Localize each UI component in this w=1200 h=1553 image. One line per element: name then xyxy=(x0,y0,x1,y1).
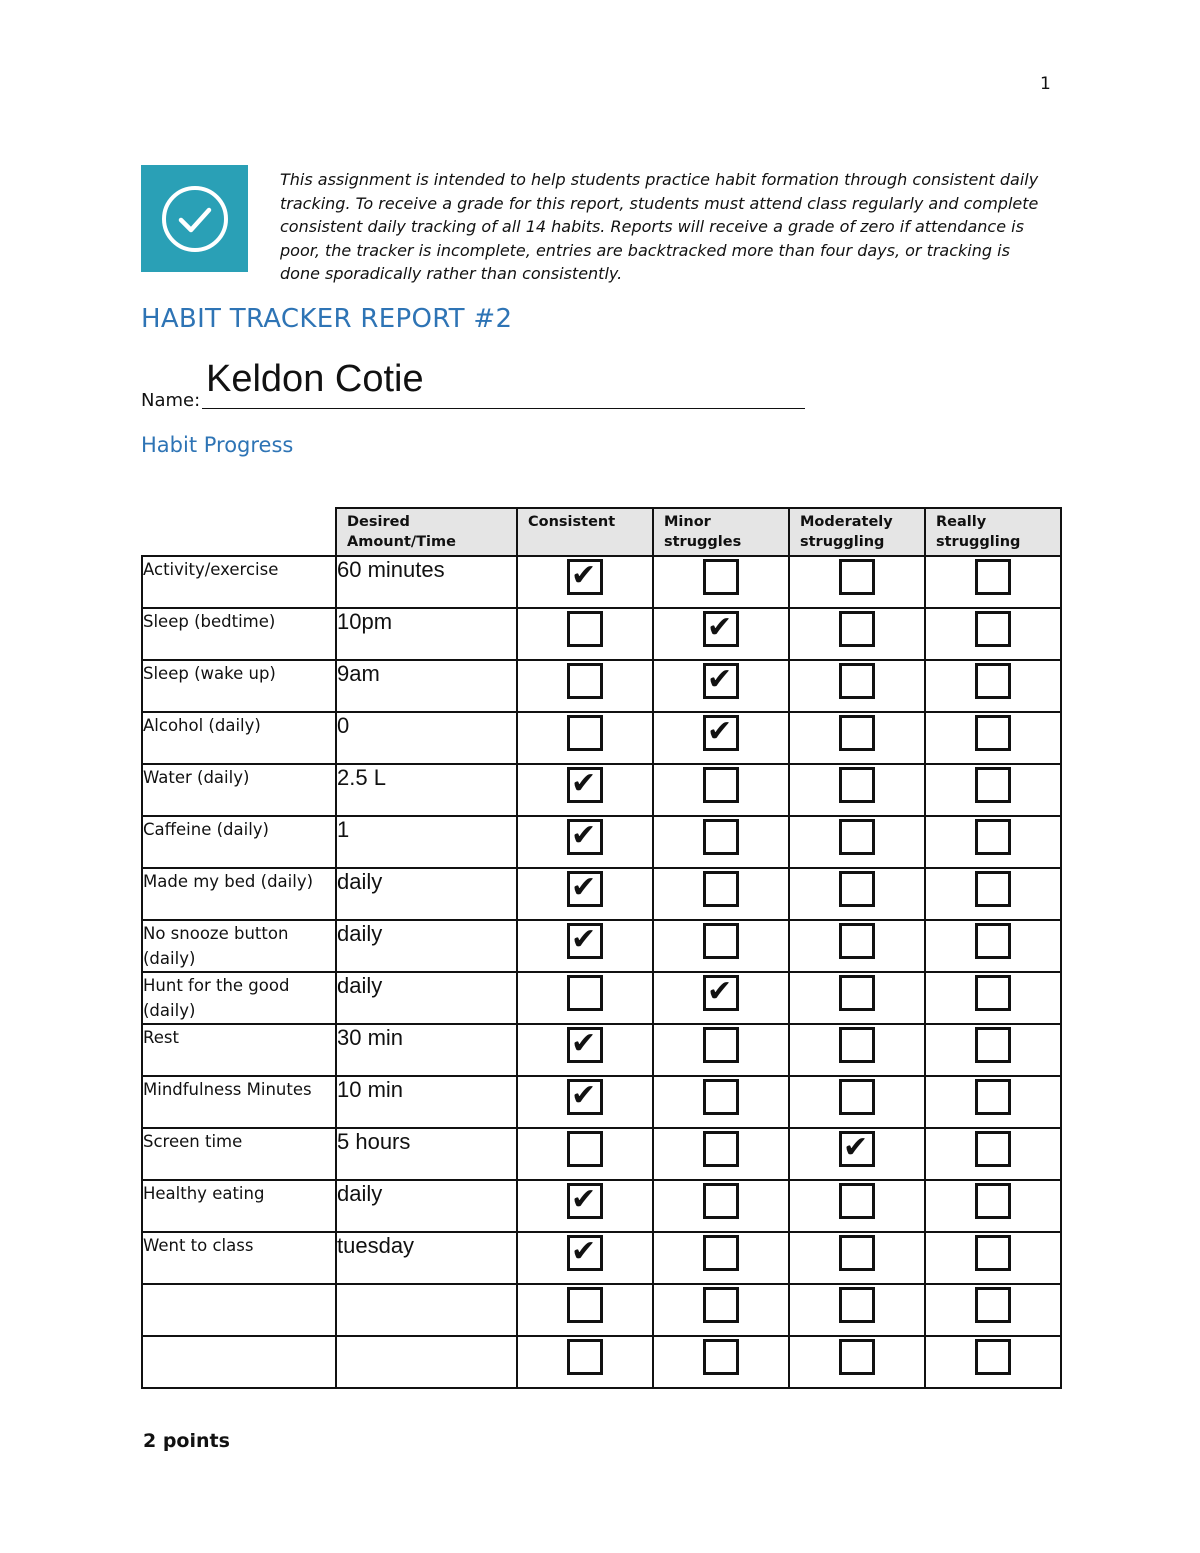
habit-name-cell xyxy=(142,1284,336,1336)
status-cell-minor-struggles xyxy=(653,608,789,660)
desired-amount-cell: 60 minutes xyxy=(336,556,517,608)
checkbox-minor-struggles[interactable] xyxy=(703,559,739,595)
status-cell-moderately-struggling xyxy=(789,1128,925,1180)
status-cell-moderately-struggling xyxy=(789,1232,925,1284)
checkbox-moderately-struggling[interactable] xyxy=(839,559,875,595)
status-cell-consistent xyxy=(517,1128,653,1180)
table-row xyxy=(142,1284,1061,1336)
checkbox-moderately-struggling[interactable] xyxy=(839,611,875,647)
status-cell-consistent xyxy=(517,816,653,868)
checkbox-moderately-struggling[interactable] xyxy=(839,819,875,855)
checkbox-minor-struggles[interactable] xyxy=(703,923,739,959)
checkbox-moderately-struggling[interactable] xyxy=(839,1079,875,1115)
check-mark-icon: ✔ xyxy=(843,1130,869,1165)
status-cell-moderately-struggling xyxy=(789,1336,925,1388)
checkbox-moderately-struggling[interactable] xyxy=(839,663,875,699)
check-mark-icon: ✔ xyxy=(571,1234,597,1269)
habit-rows xyxy=(142,556,1061,1388)
status-cell-consistent xyxy=(517,608,653,660)
checkbox-moderately-struggling[interactable] xyxy=(839,975,875,1011)
status-cell-minor-struggles xyxy=(653,1284,789,1336)
desired-amount-cell: 10 min xyxy=(336,1076,517,1128)
header-minor-struggles: Minor struggles xyxy=(653,508,789,556)
status-cell-really-struggling xyxy=(925,608,1061,660)
checkbox-moderately-struggling[interactable] xyxy=(839,871,875,907)
desired-amount-cell: 30 min xyxy=(336,1024,517,1076)
check-mark-icon: ✔ xyxy=(571,1026,597,1061)
check-mark-icon: ✔ xyxy=(571,922,597,957)
status-cell-moderately-struggling xyxy=(789,972,925,1024)
status-cell-really-struggling xyxy=(925,1024,1061,1076)
check-mark-icon: ✔ xyxy=(707,662,733,697)
checkbox-consistent[interactable] xyxy=(567,1287,603,1323)
desired-amount-cell: 2.5 L xyxy=(336,764,517,816)
status-cell-moderately-struggling xyxy=(789,764,925,816)
checkbox-moderately-struggling[interactable] xyxy=(839,1339,875,1375)
status-cell-consistent xyxy=(517,556,653,608)
checkbox-consistent[interactable] xyxy=(567,715,603,751)
status-cell-minor-struggles xyxy=(653,920,789,972)
checkbox-really-struggling[interactable] xyxy=(975,1183,1011,1219)
checkbox-really-struggling[interactable] xyxy=(975,819,1011,855)
desired-amount-cell: daily xyxy=(336,868,517,920)
checkbox-consistent[interactable] xyxy=(567,975,603,1011)
habit-name-cell: Screen time xyxy=(142,1128,336,1180)
status-cell-minor-struggles xyxy=(653,1180,789,1232)
checkbox-minor-struggles[interactable] xyxy=(703,611,739,647)
status-cell-minor-struggles xyxy=(653,1336,789,1388)
status-cell-minor-struggles xyxy=(653,712,789,764)
checkbox-minor-struggles[interactable] xyxy=(703,1079,739,1115)
checkbox-really-struggling[interactable] xyxy=(975,1235,1011,1271)
status-cell-consistent xyxy=(517,1024,653,1076)
table-row xyxy=(142,764,1061,816)
name-underline xyxy=(202,408,805,409)
checkbox-minor-struggles[interactable] xyxy=(703,1131,739,1167)
checkbox-minor-struggles[interactable] xyxy=(703,871,739,907)
check-mark-icon: ✔ xyxy=(571,1182,597,1217)
habit-name-cell: Went to class xyxy=(142,1232,336,1284)
desired-amount-cell: daily xyxy=(336,1180,517,1232)
habit-name-cell: Alcohol (daily) xyxy=(142,712,336,764)
checkbox-minor-struggles[interactable] xyxy=(703,1027,739,1063)
status-cell-consistent xyxy=(517,712,653,764)
checkbox-really-struggling[interactable] xyxy=(975,767,1011,803)
checkbox-moderately-struggling[interactable] xyxy=(839,1131,875,1167)
status-cell-moderately-struggling xyxy=(789,868,925,920)
checkmark-circle-icon xyxy=(141,165,248,272)
header-desired-amount: Desired Amount/Time xyxy=(336,508,517,556)
checkbox-consistent[interactable] xyxy=(567,1235,603,1271)
page-number: 1 xyxy=(1040,74,1051,94)
checkbox-consistent[interactable] xyxy=(567,871,603,907)
check-mark-icon: ✔ xyxy=(571,1078,597,1113)
habit-name-cell: Caffeine (daily) xyxy=(142,816,336,868)
checkbox-really-struggling[interactable] xyxy=(975,871,1011,907)
table-row xyxy=(142,1128,1061,1180)
status-cell-really-struggling xyxy=(925,1232,1061,1284)
status-cell-really-struggling xyxy=(925,764,1061,816)
status-cell-really-struggling xyxy=(925,972,1061,1024)
checkbox-really-struggling[interactable] xyxy=(975,611,1011,647)
status-cell-moderately-struggling xyxy=(789,608,925,660)
status-cell-moderately-struggling xyxy=(789,920,925,972)
check-mark-icon: ✔ xyxy=(571,558,597,593)
table-row xyxy=(142,972,1061,1024)
checkbox-consistent[interactable] xyxy=(567,767,603,803)
checkbox-minor-struggles[interactable] xyxy=(703,1287,739,1323)
status-cell-consistent xyxy=(517,1336,653,1388)
desired-amount-cell: daily xyxy=(336,920,517,972)
checkbox-really-struggling[interactable] xyxy=(975,975,1011,1011)
status-cell-really-struggling xyxy=(925,1128,1061,1180)
status-cell-consistent xyxy=(517,660,653,712)
status-cell-consistent xyxy=(517,920,653,972)
status-cell-consistent xyxy=(517,1232,653,1284)
checkbox-minor-struggles[interactable] xyxy=(703,819,739,855)
table-row xyxy=(142,712,1061,764)
table-row xyxy=(142,660,1061,712)
checkbox-really-struggling[interactable] xyxy=(975,1027,1011,1063)
checkbox-moderately-struggling[interactable] xyxy=(839,923,875,959)
table-row xyxy=(142,1076,1061,1128)
status-cell-really-struggling xyxy=(925,1336,1061,1388)
habit-name-cell: Sleep (bedtime) xyxy=(142,608,336,660)
status-cell-minor-struggles xyxy=(653,660,789,712)
status-cell-really-struggling xyxy=(925,712,1061,764)
checkbox-consistent[interactable] xyxy=(567,611,603,647)
checkbox-minor-struggles[interactable] xyxy=(703,767,739,803)
check-mark-icon: ✔ xyxy=(707,714,733,749)
status-cell-really-struggling xyxy=(925,660,1061,712)
checkbox-really-struggling[interactable] xyxy=(975,1339,1011,1375)
checkbox-minor-struggles[interactable] xyxy=(703,975,739,1011)
checkbox-really-struggling[interactable] xyxy=(975,715,1011,751)
status-cell-really-struggling xyxy=(925,1284,1061,1336)
status-cell-consistent xyxy=(517,972,653,1024)
section-title: Habit Progress xyxy=(141,433,294,457)
habit-name-cell: Mindfulness Minutes xyxy=(142,1076,336,1128)
name-value: Keldon Cotie xyxy=(206,358,424,400)
status-cell-really-struggling xyxy=(925,868,1061,920)
status-cell-really-struggling xyxy=(925,556,1061,608)
status-cell-really-struggling xyxy=(925,1076,1061,1128)
habit-name-cell xyxy=(142,1336,336,1388)
check-mark-icon: ✔ xyxy=(707,610,733,645)
habit-name-cell: No snooze button (daily) xyxy=(142,920,336,972)
status-cell-minor-struggles xyxy=(653,868,789,920)
desired-amount-cell: 10pm xyxy=(336,608,517,660)
table-row xyxy=(142,1336,1061,1388)
header-blank-cell xyxy=(142,508,336,556)
table-row xyxy=(142,1180,1061,1232)
assignment-description: This assignment is intended to help students practice habit formation through consistent daily tracking. To receive a grade for this report, students must attend class regularly and complete consistent daily tracking of all 14 habits. Reports will receive a grade of zero if attendance is poor, the tracker is incomplete, entries are backtracked more than four days, or tracking is done sporadically rather than consistently. xyxy=(280,170,1039,283)
checkbox-moderately-struggling[interactable] xyxy=(839,1027,875,1063)
checkbox-really-struggling[interactable] xyxy=(975,559,1011,595)
status-cell-really-struggling xyxy=(925,1180,1061,1232)
table-row xyxy=(142,816,1061,868)
check-mark-icon: ✔ xyxy=(571,766,597,801)
status-cell-minor-struggles xyxy=(653,556,789,608)
habit-progress-table xyxy=(141,507,1062,1389)
status-cell-minor-struggles xyxy=(653,1128,789,1180)
table-row xyxy=(142,920,1061,972)
desired-amount-cell xyxy=(336,1284,517,1336)
status-cell-moderately-struggling xyxy=(789,1284,925,1336)
status-cell-minor-struggles xyxy=(653,1076,789,1128)
desired-amount-cell: 9am xyxy=(336,660,517,712)
checkbox-consistent[interactable] xyxy=(567,819,603,855)
status-cell-moderately-struggling xyxy=(789,556,925,608)
check-mark-icon: ✔ xyxy=(571,870,597,905)
desired-amount-cell: 0 xyxy=(336,712,517,764)
status-cell-minor-struggles xyxy=(653,1232,789,1284)
checkbox-consistent[interactable] xyxy=(567,1183,603,1219)
table-header-row xyxy=(142,508,1061,556)
checkbox-moderately-struggling[interactable] xyxy=(839,715,875,751)
habit-name-cell: Activity/exercise xyxy=(142,556,336,608)
header-really-struggling: Really struggling xyxy=(925,508,1061,556)
status-cell-really-struggling xyxy=(925,816,1061,868)
header-moderately-struggling: Moderately struggling xyxy=(789,508,925,556)
checkbox-really-struggling[interactable] xyxy=(975,1287,1011,1323)
checkbox-moderately-struggling[interactable] xyxy=(839,1183,875,1219)
check-mark-icon: ✔ xyxy=(571,818,597,853)
status-cell-consistent xyxy=(517,764,653,816)
checkbox-moderately-struggling[interactable] xyxy=(839,1235,875,1271)
status-cell-moderately-struggling xyxy=(789,816,925,868)
status-cell-moderately-struggling xyxy=(789,1180,925,1232)
checkbox-really-struggling[interactable] xyxy=(975,1131,1011,1167)
desired-amount-cell: 1 xyxy=(336,816,517,868)
status-cell-moderately-struggling xyxy=(789,712,925,764)
checkbox-consistent[interactable] xyxy=(567,559,603,595)
desired-amount-cell: 5 hours xyxy=(336,1128,517,1180)
checkbox-consistent[interactable] xyxy=(567,1339,603,1375)
habit-name-cell: Made my bed (daily) xyxy=(142,868,336,920)
status-cell-consistent xyxy=(517,1284,653,1336)
checkbox-consistent[interactable] xyxy=(567,1079,603,1115)
table-row xyxy=(142,556,1061,608)
status-cell-minor-struggles xyxy=(653,764,789,816)
checkbox-consistent[interactable] xyxy=(567,1027,603,1063)
desired-amount-cell: daily xyxy=(336,972,517,1024)
points-label: 2 points xyxy=(143,1430,230,1452)
header-consistent: Consistent xyxy=(517,508,653,556)
habit-name-cell: Water (daily) xyxy=(142,764,336,816)
checkbox-minor-struggles[interactable] xyxy=(703,1235,739,1271)
status-cell-minor-struggles xyxy=(653,1024,789,1076)
status-cell-consistent xyxy=(517,1180,653,1232)
checkbox-really-struggling[interactable] xyxy=(975,1079,1011,1115)
checkbox-minor-struggles[interactable] xyxy=(703,715,739,751)
status-cell-consistent xyxy=(517,1076,653,1128)
checkbox-consistent[interactable] xyxy=(567,923,603,959)
desired-amount-cell: tuesday xyxy=(336,1232,517,1284)
checkbox-minor-struggles[interactable] xyxy=(703,663,739,699)
table-row xyxy=(142,868,1061,920)
checkbox-moderately-struggling[interactable] xyxy=(839,1287,875,1323)
checkbox-consistent[interactable] xyxy=(567,663,603,699)
name-label: Name: xyxy=(141,390,201,411)
status-cell-minor-struggles xyxy=(653,816,789,868)
table-row xyxy=(142,1024,1061,1076)
status-cell-minor-struggles xyxy=(653,972,789,1024)
report-title: HABIT TRACKER REPORT #2 xyxy=(141,304,513,334)
status-cell-moderately-struggling xyxy=(789,1024,925,1076)
checkbox-consistent[interactable] xyxy=(567,1131,603,1167)
status-cell-really-struggling xyxy=(925,920,1061,972)
status-cell-consistent xyxy=(517,868,653,920)
checkbox-minor-struggles[interactable] xyxy=(703,1183,739,1219)
desired-amount-cell xyxy=(336,1336,517,1388)
status-cell-moderately-struggling xyxy=(789,660,925,712)
table-row xyxy=(142,608,1061,660)
habit-name-cell: Sleep (wake up) xyxy=(142,660,336,712)
table-row xyxy=(142,1232,1061,1284)
checkbox-moderately-struggling[interactable] xyxy=(839,767,875,803)
status-cell-moderately-struggling xyxy=(789,1076,925,1128)
checkbox-really-struggling[interactable] xyxy=(975,923,1011,959)
habit-name-cell: Hunt for the good (daily) xyxy=(142,972,336,1024)
habit-name-cell: Healthy eating xyxy=(142,1180,336,1232)
check-mark-icon: ✔ xyxy=(707,974,733,1009)
checkbox-minor-struggles[interactable] xyxy=(703,1339,739,1375)
habit-name-cell: Rest xyxy=(142,1024,336,1076)
checkbox-really-struggling[interactable] xyxy=(975,663,1011,699)
